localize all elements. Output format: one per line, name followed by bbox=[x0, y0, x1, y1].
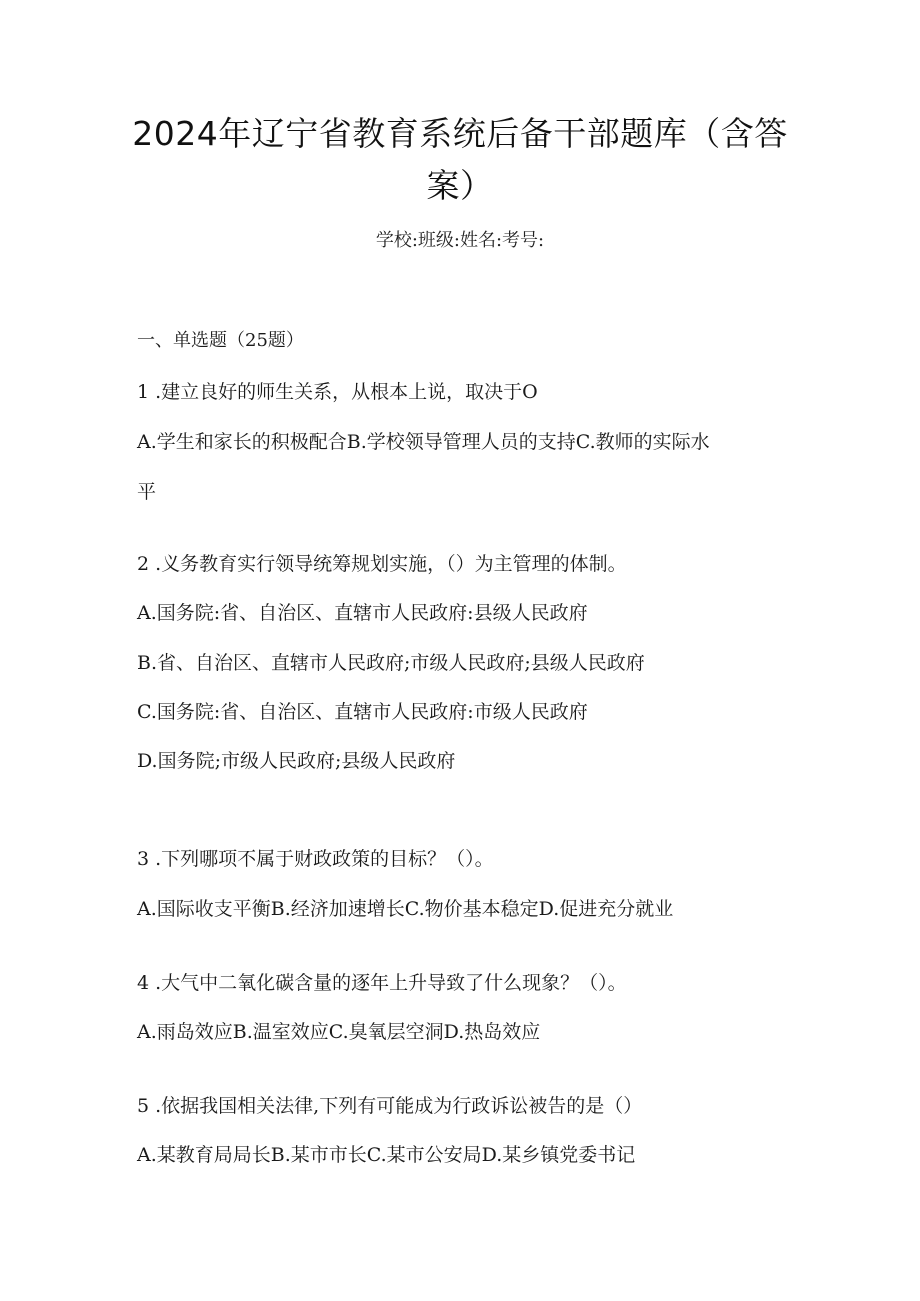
document-title bbox=[120, 108, 800, 212]
title-line-2: 案） bbox=[426, 166, 494, 205]
student-info-line: 学校:班级:姓名:考号: bbox=[375, 230, 545, 251]
section-heading: 一、单选题（25题） bbox=[137, 330, 304, 351]
question-1-options-continued: 平 bbox=[137, 481, 157, 503]
question-3-options: A.国际收支平衡B.经济加速增长C.物价基本稳定D.促进充分就业 bbox=[137, 898, 674, 920]
question-2-option-d: D.国务院;市级人民政府;县级人民政府 bbox=[137, 750, 456, 772]
question-4-options: A.雨岛效应B.温室效应C.臭氧层空洞D.热岛效应 bbox=[137, 1021, 541, 1043]
question-3-stem: 3 .下列哪项不属于财政政策的目标？（）。 bbox=[137, 848, 494, 870]
question-5-stem: 5 .依据我国相关法律,下列有可能成为行政诉讼被告的是（） bbox=[137, 1095, 643, 1117]
title-line-1: 2024年辽宁省教育系统后备干部题库（含答 bbox=[132, 114, 788, 153]
question-2-option-a: A.国务院:省、自治区、直辖市人民政府:县级人民政府 bbox=[137, 602, 588, 624]
question-2-option-c: C.国务院:省、自治区、直辖市人民政府:市级人民政府 bbox=[137, 701, 588, 723]
question-2-stem: 2 .义务教育实行领导统筹规划实施，（）为主管理的体制。 bbox=[137, 553, 627, 575]
question-2-option-b: B.省、自治区、直辖市人民政府;市级人民政府;县级人民政府 bbox=[137, 652, 645, 674]
question-5-options: A.某教育局局长B.某市市长C.某市公安局D.某乡镇党委书记 bbox=[137, 1144, 636, 1166]
question-1-stem: 1 .建立良好的师生关系，从根本上说，取决于O bbox=[137, 381, 538, 403]
question-1-options: A.学生和家长的积极配合B.学校领导管理人员的支持C.教师的实际水 bbox=[137, 431, 710, 453]
question-4-stem: 4 .大气中二氧化碳含量的逐年上升导致了什么现象？（）。 bbox=[137, 972, 627, 994]
